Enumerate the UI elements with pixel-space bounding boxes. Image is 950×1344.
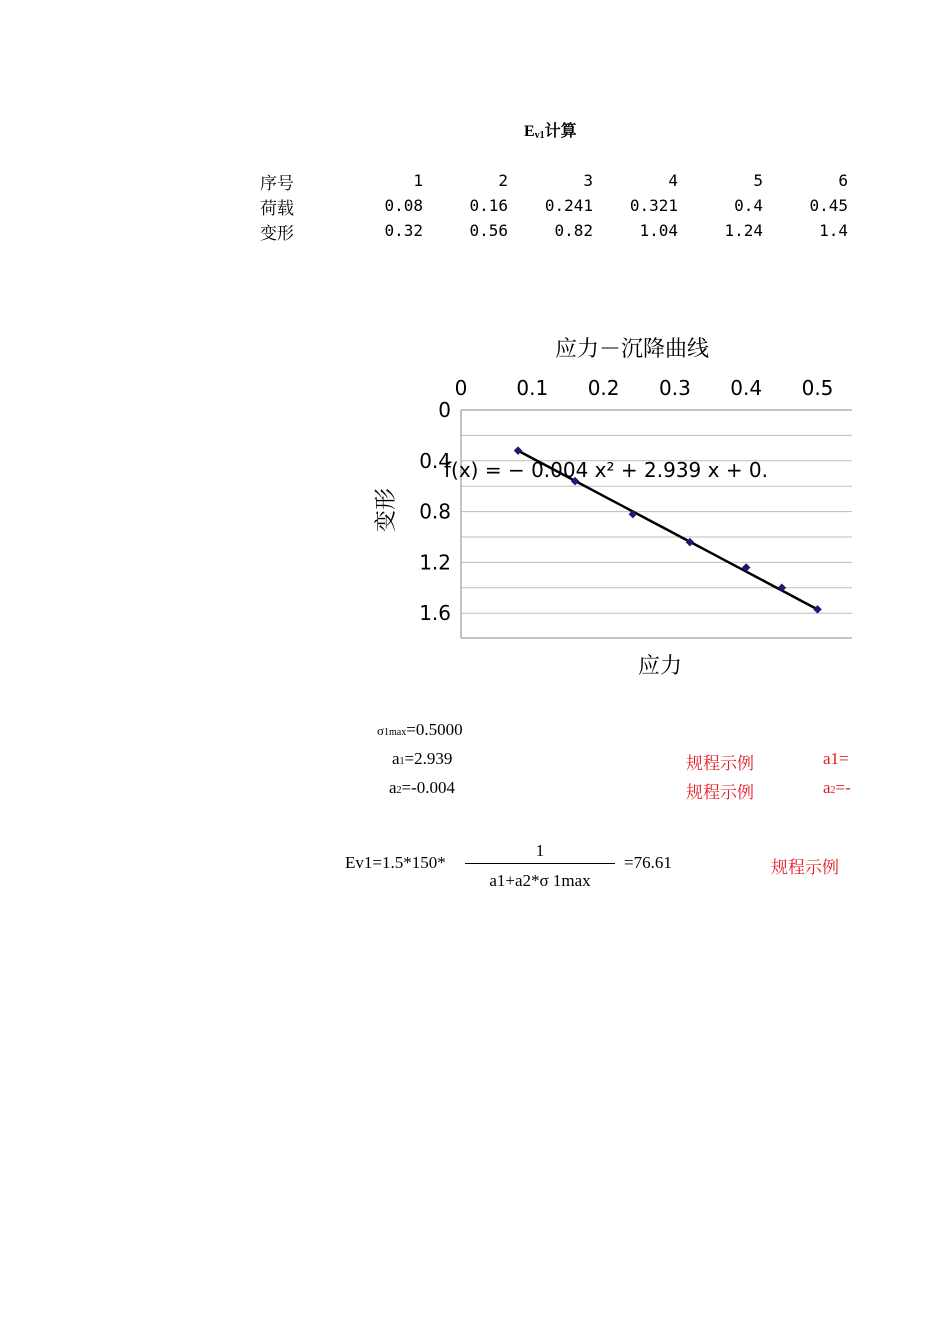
ev1-prefix: Ev1=1.5*150* xyxy=(345,853,446,872)
y-tick-label: 1.2 xyxy=(419,550,451,575)
chart-x-ticks xyxy=(455,376,834,400)
chart-title: 应力－沉降曲线 xyxy=(554,337,710,362)
table-cell-deform-1: 0.32 xyxy=(384,221,423,240)
table-cell-load-3: 0.241 xyxy=(544,196,593,215)
a2-value: a2=-0.004 xyxy=(389,778,456,797)
table-cell-load-2: 0.16 xyxy=(469,196,508,215)
data-point xyxy=(813,605,821,613)
example-label-1: 规程示例 xyxy=(686,754,754,773)
ev1-example-label: 规程示例 xyxy=(771,858,839,877)
table-cell-index-2: 2 xyxy=(498,171,508,190)
table-cell-deform-5: 1.24 xyxy=(724,221,763,240)
sigma-max: σ1max=0.5000 xyxy=(377,720,463,739)
ref-a1: a1= xyxy=(823,749,849,768)
table-cell-index-6: 6 xyxy=(838,171,848,190)
ref-a2: a2=- xyxy=(823,778,851,797)
row-label-index: 序号 xyxy=(260,174,294,194)
ev1-denominator: a1+a2*σ 1max xyxy=(489,871,591,890)
y-tick-label: 0.4 xyxy=(419,448,451,473)
row-label-deform: 变形 xyxy=(260,224,294,244)
x-axis-label: 应力 xyxy=(637,654,683,679)
trendline-equation: f(x) = − 0.004 x² + 2.939 x + 0. xyxy=(444,458,769,482)
table-cell-deform-6: 1.4 xyxy=(819,221,848,240)
table-cell-load-5: 0.4 xyxy=(734,196,763,215)
fraction-bar xyxy=(465,863,615,864)
ev1-result: =76.61 xyxy=(624,853,672,872)
y-axis-label: 变形 xyxy=(374,487,399,533)
table-cell-index-3: 3 xyxy=(583,171,593,190)
y-tick-label: 0 xyxy=(438,398,451,422)
table-cell-deform-4: 1.04 xyxy=(639,221,678,240)
a1-value: a1=2.939 xyxy=(392,749,453,768)
row-label-load: 荷载 xyxy=(260,199,294,219)
page-title: $E_{v1}$计算 xyxy=(524,123,577,141)
x-tick-label: 0.1 xyxy=(516,376,549,400)
chart-y-ticks xyxy=(419,398,451,625)
table-cell-load-4: 0.321 xyxy=(629,196,678,215)
table-cell-index-5: 5 xyxy=(753,171,763,190)
table-cell-load-1: 0.08 xyxy=(384,196,423,215)
table-cell-deform-2: 0.56 xyxy=(469,221,508,240)
table-cell-load-6: 0.45 xyxy=(809,196,848,215)
y-tick-label: 1.6 xyxy=(419,601,451,626)
ev1-numerator: 1 xyxy=(535,841,545,860)
table-cell-index-4: 4 xyxy=(668,171,678,190)
example-label-2: 规程示例 xyxy=(686,783,754,802)
x-tick-label: 0.3 xyxy=(658,376,691,400)
table-cell-index-1: 1 xyxy=(413,171,423,190)
table-cell-deform-3: 0.82 xyxy=(554,221,593,240)
y-tick-label: 0.8 xyxy=(419,499,451,524)
x-tick-label: 0 xyxy=(454,376,468,400)
x-tick-label: 0.2 xyxy=(587,376,620,400)
x-tick-label: 0.4 xyxy=(730,376,763,400)
x-tick-label: 0.5 xyxy=(801,376,834,400)
